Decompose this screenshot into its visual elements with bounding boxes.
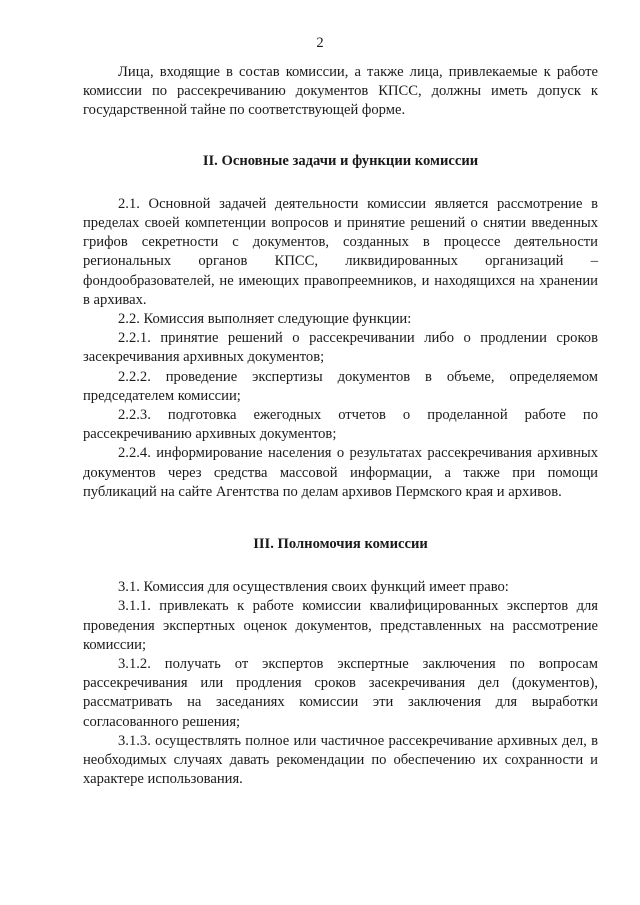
intro-paragraph: Лица, входящие в состав комиссии, а также лица, привлекаемые к работе комиссии по рассекречиванию документов КПСС, должны иметь допуск к государственной тайне по соответствующей форме. <box>83 64 598 119</box>
paragraph-2-2-4: 2.2.4. информирование населения о результатах рассекречивания архивных документов через средства массовой информации, а также при помощи публикаций на сайте Агентства по делам архивов Пермского края и архивов. <box>83 445 598 500</box>
paragraph-2-2-1: 2.2.1. принятие решений о рассекречивании либо о продлении сроков засекречивания архивных документов; <box>83 330 598 366</box>
section-3-heading: III. Полномочия комиссии <box>253 536 428 553</box>
paragraph-3-1-3: 3.1.3. осуществлять полное или частичное рассекречивание архивных дел, в необходимых случаях давать рекомендации по обеспечению их сохранности и характере использования. <box>83 732 598 788</box>
paragraph-2-2-3: 2.2.3. подготовка ежегодных отчетов о проделанной работе по рассекречиванию архивных документов; <box>83 407 598 443</box>
paragraph-2-2-2: 2.2.2. проведение экспертизы документов в объеме, определяемом председателем комиссии; <box>83 368 598 404</box>
section-2-heading: II. Основные задачи и функции комиссии <box>202 152 479 169</box>
paragraph-3-1-1: 3.1.1. привлекать к работе комиссии квалифицированных экспертов для проведения экспертных оценок документов, представленных на рассмотрение комиссии; <box>83 598 598 653</box>
paragraph-2-1: 2.1. Основной задачей деятельности комиссии является рассмотрение в пределах своей компетенции вопросов и принятие решений о снятии введенных грифов секретности с документов, созданных в процессе деятельности региональных органов КПСС, ликвидированных организаций – фондообразователей, не имеющих правопреемников, и находящихся на хранении в архивах. <box>83 195 598 308</box>
paragraph-3-1: 3.1. Комиссия для осуществления своих функций имеет право: <box>118 579 509 596</box>
document-body <box>83 63 598 790</box>
paragraph-3-1-2: 3.1.2. получать от экспертов экспертные заключения по вопросам рассекречивания или продления сроков засекречивания дел (документов), рассматривать на заседаниях комиссии эти заключения для выработки согласованного решения; <box>83 656 598 730</box>
page-number: 2 <box>316 35 324 51</box>
paragraph-2-2: 2.2. Комиссия выполняет следующие функции: <box>118 311 412 328</box>
